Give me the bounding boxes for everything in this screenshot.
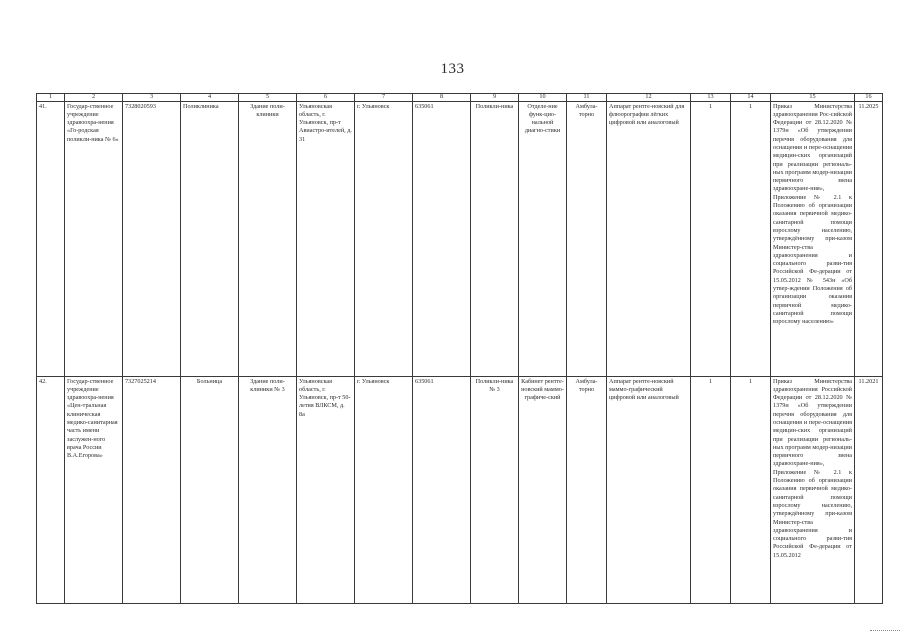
column-number: 16 bbox=[855, 94, 883, 102]
table-row bbox=[37, 376, 883, 603]
column-number: 8 bbox=[413, 94, 471, 102]
column-number: 5 bbox=[239, 94, 297, 102]
column-number: 6 bbox=[297, 94, 355, 102]
date: 11.2021 bbox=[855, 376, 883, 603]
column-number: 11 bbox=[567, 94, 607, 102]
subdivision: Поликли-ника № 3 bbox=[471, 376, 519, 603]
column-number: 1 bbox=[37, 94, 65, 102]
subdivision: Поликли-ника bbox=[471, 101, 519, 376]
column-number: 10 bbox=[519, 94, 567, 102]
table-row bbox=[37, 101, 883, 376]
facility-type: Больница bbox=[181, 376, 239, 603]
page-number: 133 bbox=[440, 61, 465, 77]
column-number: 7 bbox=[355, 94, 413, 102]
institution-name: Государ-ственное учреждение здравоохра-нения «Цен-тральная клиническая медико-санитарная часть имени заслужен-ного врача России В.А.Егорова» bbox=[65, 376, 123, 603]
date: 11.2025 bbox=[855, 101, 883, 376]
row-number: 41. bbox=[37, 101, 65, 376]
column-number: 2 bbox=[65, 94, 123, 102]
equipment-table bbox=[36, 93, 883, 604]
city: г. Ульяновск bbox=[355, 376, 413, 603]
column-number: 9 bbox=[471, 94, 519, 102]
institution-name: Государ-ственное учреждение здравоохра-нения «Го-родская поликли-ника № 6» bbox=[65, 101, 123, 376]
address: Ульяновская область, г. Ульяновск, пр-т Авиастро-ителей, д. 31 bbox=[297, 101, 355, 376]
city: г. Ульяновск bbox=[355, 101, 413, 376]
column-number: 15 bbox=[771, 94, 855, 102]
inn: 7328020593 bbox=[123, 101, 181, 376]
facility-type: Поликлиника bbox=[181, 101, 239, 376]
building: Здание поли-клиники № 3 bbox=[239, 376, 297, 603]
row-number: 42. bbox=[37, 376, 65, 603]
column-number: 13 bbox=[691, 94, 731, 102]
department: Отделе-ние функ-цио-нальной диагно-стики bbox=[519, 101, 567, 376]
address: Ульяновская область, г. Ульяновск, пр-т 50-летия ВЛКСМ, д. 8а bbox=[297, 376, 355, 603]
column-number: 12 bbox=[607, 94, 691, 102]
column-number-row bbox=[37, 94, 883, 102]
column-number: 3 bbox=[123, 94, 181, 102]
postal-code: 635061 bbox=[413, 376, 471, 603]
column-number: 14 bbox=[731, 94, 771, 102]
quantity: 1 bbox=[691, 376, 731, 603]
legal-basis: Приказ Министерства здравоохранения Рос-сийской Федерации от 28.12.2020 № 1379н «Об утверждении перечня оборудования для оснащения и пере-оснащения медицин-ских организаций при реализации региональ-ных программ модер-низации первичного звена здравоохране-ния», Приложение № 2.1 к Положению об организации оказания первичной медико-санитарной помощи взрослому населению, утверждённому при-казом Министер-ства здравоохранения и социального разви-тия Российской Фе-дерации от 15.05.2012 № 543н «Об утвер-ждении Положения об организации оказания первичной медико-санитарной помощи взрослому населению» bbox=[771, 101, 855, 376]
equipment-name: Аппарат рентге-новский маммо-графический цифровой или аналоговый bbox=[607, 376, 691, 603]
care-conditions: Амбула-торно bbox=[567, 101, 607, 376]
legal-basis: Приказ Министерства здравоохранения Российской Федерации от 28.12.2020 № 1379н «Об утверждении перечня оборудования для оснащения и пере-оснащения медицин-ских организаций при реализации региональ-ных программ модер-низации первичного звена здравоохране-ния», Приложение № 2.1 к Положению об организации оказания первичной медико-санитарной помощи взрослому населению, утверждённому при-казом Министер-ства здравоохранения и социального разви-тия Российской Фе-дерации от 15.05.2012 bbox=[771, 376, 855, 603]
column-number: 4 bbox=[181, 94, 239, 102]
quantity: 1 bbox=[731, 376, 771, 603]
care-conditions: Амбула-торно bbox=[567, 376, 607, 603]
quantity: 1 bbox=[731, 101, 771, 376]
postal-code: 635061 bbox=[413, 101, 471, 376]
quantity: 1 bbox=[691, 101, 731, 376]
building: Здание поли-клиники bbox=[239, 101, 297, 376]
scan-edge-mark bbox=[870, 630, 900, 633]
equipment-name: Аппарат рентге-новский для флюорографии лёгких цифровой или аналоговый bbox=[607, 101, 691, 376]
department: Кабинет рентге-новский маммо-графиче-ский bbox=[519, 376, 567, 603]
inn: 7327025214 bbox=[123, 376, 181, 603]
